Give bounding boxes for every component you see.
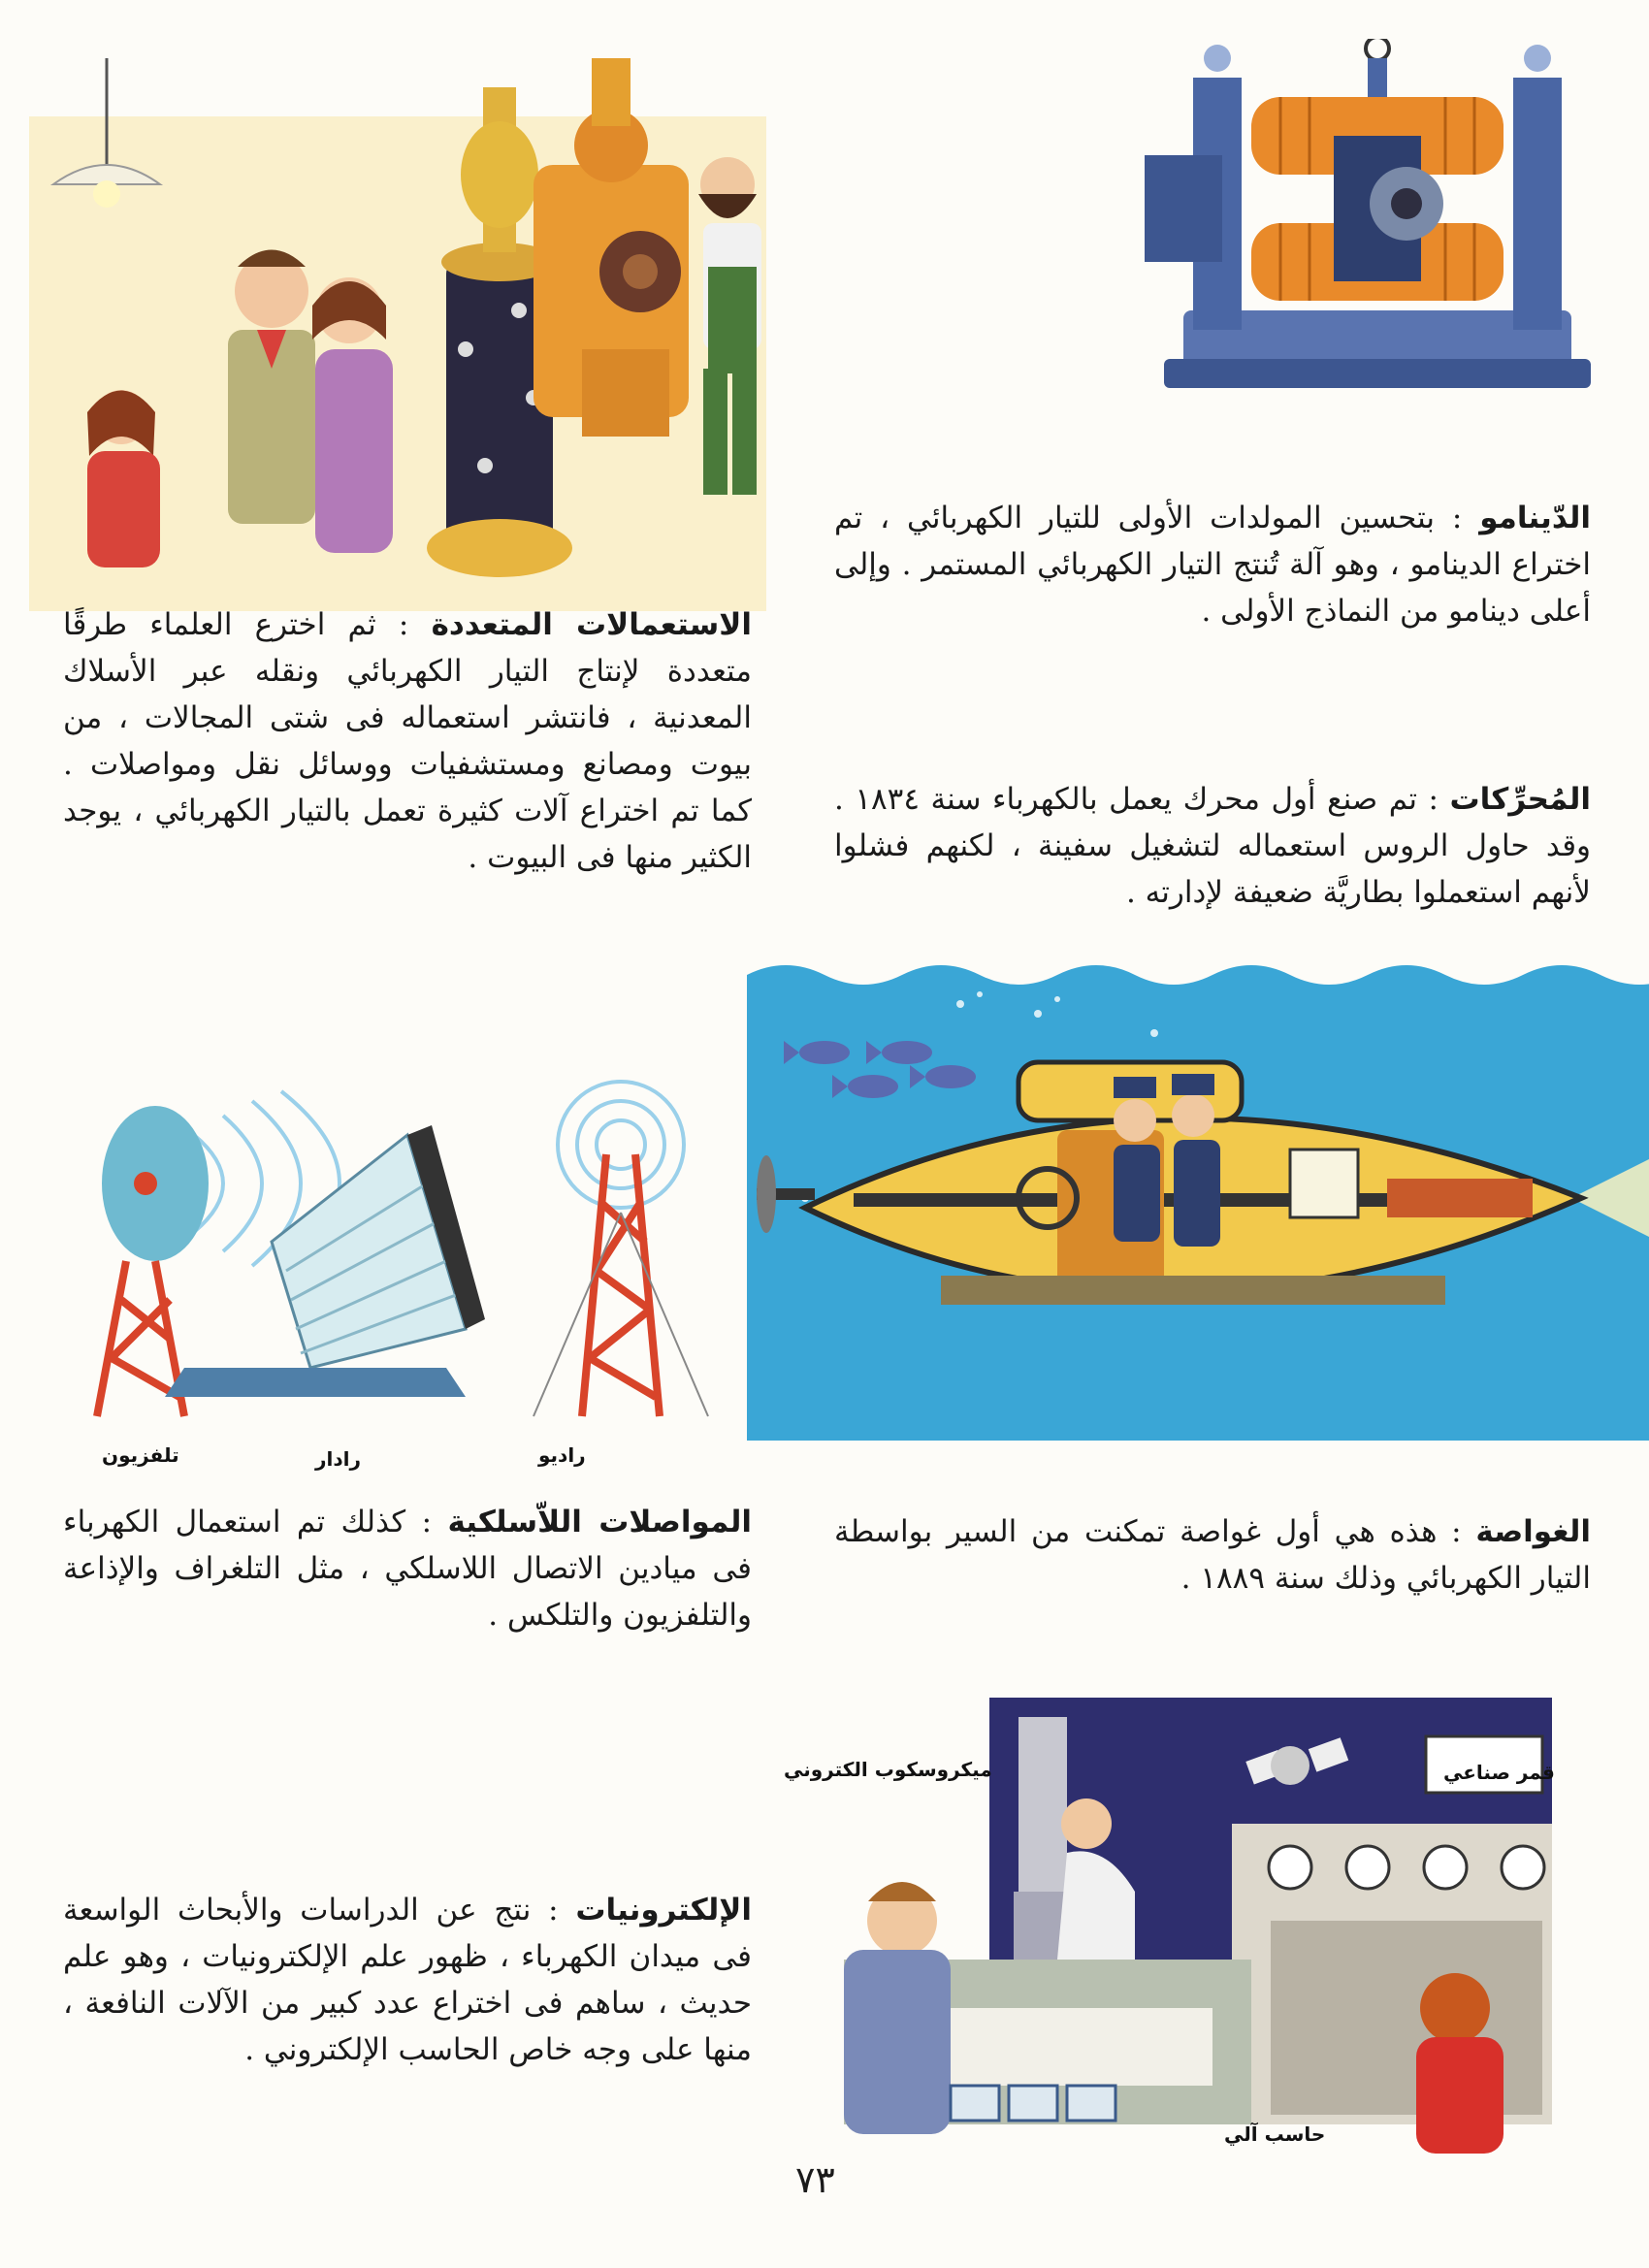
dynamo-term: الدّينامو [1479, 501, 1591, 535]
motors-term: المُحرِّكات [1449, 782, 1591, 817]
microscope-label: ميكروسكوب الكتروني [784, 1758, 992, 1781]
dynamo-text: بتحسين المولدات الأولى للتيار الكهربائي ، تم اختراع الدينامو ، وهو آلة تُنتج التيار الكهربائي المستمر . وإلى أعلى دينامو من النماذج الأولى . [834, 501, 1591, 630]
radar-label: رادار [315, 1447, 362, 1471]
computer-label: حاسب آلي [1224, 2122, 1326, 2146]
dynamo-paragraph: الدّينامو : بتحسين المولدات الأولى للتيار الكهربائي ، تم اختراع الدينامو ، وهو آلة تُنتج التيار الكهربائي المستمر . وإلى أعلى دينامو من النماذج الأولى . [834, 501, 1591, 630]
radio-label: راديو [538, 1443, 586, 1467]
dynamo-illustration [1125, 39, 1630, 407]
uses-text: ثم اخترع العلماء طرقًا متعددة لإنتاج التيار الكهربائي ونقله عبر الأسلاك المعدنية ، فانتشر استعماله فى شتى المجالات ، من بيوت ومصانع ومستشفيات ووسائل نقل ومواصلات . كما تم اختراع آلات كثيرة تعمل بالتيار الكهربائي ، يوجد الكثير منها فى البيوت . [63, 607, 752, 876]
uses-paragraph: الاستعمالات المتعددة : ثم اخترع العلماء طرقًا متعددة لإنتاج التيار الكهربائي ونقله عبر الأسلاك المعدنية ، فانتشر استعماله فى شتى المجالات ، من بيوت ومصانع ومستشفيات ووسائل نقل ومواصلات . كما تم اختراع آلات كثيرة تعمل بالتيار الكهربائي ، يوجد الكثير منها فى البيوت . [63, 607, 752, 876]
wireless-paragraph: المواصلات اللاّسلكية : كذلك تم استعمال الكهرباء فى ميادين الاتصال اللاسلكي ، مثل التلغراف والإذاعة والتلفزيون والتلكس . [63, 1505, 752, 1634]
page-number: ٧٣ [795, 2158, 835, 2201]
motors-paragraph: المُحرِّكات : تم صنع أول محرك يعمل بالكهرباء سنة ١٨٣٤ . وقد حاول الروس استعماله لتشغيل سفينة ، لكنهم فشلوا لأنهم استعملوا بطاريَّة ضعيفة لإدارته . [834, 782, 1591, 911]
tv-label: تلفزيون [102, 1443, 179, 1467]
uses-term: الاستعمالات المتعددة [431, 607, 752, 642]
wireless-term: المواصلات اللاّسلكية [447, 1505, 752, 1539]
motors-text: تم صنع أول محرك يعمل بالكهرباء سنة ١٨٣٤ . وقد حاول الروس استعماله لتشغيل سفينة ، لكنهم فشلوا لأنهم استعملوا بطاريَّة ضعيفة لإدارته . [834, 782, 1591, 911]
electronics-term: الإلكترونيات [575, 1893, 752, 1928]
satellite-label: قمر صناعي [1443, 1761, 1555, 1784]
wireless-text: كذلك تم استعمال الكهرباء فى ميادين الاتصال اللاسلكي ، مثل التلغراف والإذاعة والتلفزيون والتلكس . [63, 1505, 752, 1634]
family-generator-illustration [29, 58, 766, 611]
submarine-text: هذه هي أول غواصة تمكنت من السير بواسطة التيار الكهربائي وذلك سنة ١٨٨٩ . [834, 1514, 1591, 1597]
antennas-illustration [78, 1077, 776, 1426]
electronics-text: نتج عن الدراسات والأبحاث الواسعة فى ميدان الكهرباء ، ظهور علم الإلكترونيات ، وهو علم حديث ، ساهم فى اختراع عدد كبير من الآلات النافعة ، منها على وجه خاص الحاسب الإلكتروني . [63, 1893, 752, 2068]
electronics-paragraph: الإلكترونيات : نتج عن الدراسات والأبحاث الواسعة فى ميدان الكهرباء ، ظهور علم الإلكترونيات ، وهو علم حديث ، ساهم فى اختراع عدد كبير من الآلات النافعة ، منها على وجه خاص الحاسب الإلكتروني . [63, 1893, 752, 2068]
submarine-paragraph: الغواصة : هذه هي أول غواصة تمكنت من السير بواسطة التيار الكهربائي وذلك سنة ١٨٨٩ . [834, 1514, 1591, 1597]
submarine-term: الغواصة [1475, 1514, 1591, 1549]
submarine-illustration [747, 956, 1649, 1441]
